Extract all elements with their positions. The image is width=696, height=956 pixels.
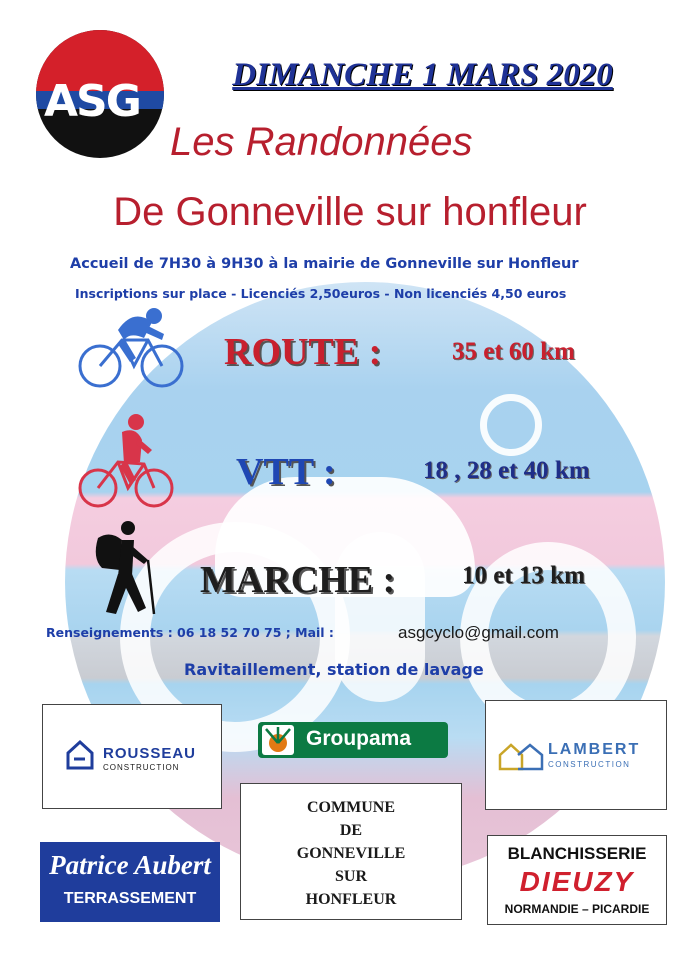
accueil-info: Accueil de 7H30 à 9H30 à la mairie de Gonneville sur Honfleur xyxy=(70,256,579,272)
commune-line4: SUR xyxy=(334,868,367,885)
lambert-sub: CONSTRUCTION xyxy=(548,760,631,769)
commune-line3: GONNEVILLE xyxy=(296,845,406,862)
vtt-label: VTT : xyxy=(236,451,336,493)
event-date: DIMANCHE 1 MARS 2020 xyxy=(232,57,613,93)
contact-email: asgcyclo@gmail.com xyxy=(398,623,559,642)
vtt-distance: 18 , 28 et 40 km xyxy=(423,457,590,484)
rousseau-sub: CONSTRUCTION xyxy=(103,763,180,772)
hiker-icon xyxy=(88,518,160,618)
renseignements-text: Renseignements : 06 18 52 70 75 ; Mail : xyxy=(46,625,334,640)
blanch-line3: NORMANDIE – PICARDIE xyxy=(504,902,650,916)
groupama-logo-icon xyxy=(262,725,294,755)
asg-logo xyxy=(36,30,164,158)
groupama-name: Groupama xyxy=(306,727,412,750)
logo-rider-head xyxy=(480,394,542,456)
houses-icon xyxy=(498,741,544,771)
route-label: ROUTE : xyxy=(224,331,382,373)
blanch-line2: DIEUZY xyxy=(519,866,635,897)
lambert-name: LAMBERT xyxy=(548,741,641,758)
sponsor-blanchisserie xyxy=(487,835,667,925)
route-distance: 35 et 60 km xyxy=(452,338,575,365)
commune-line2: DE xyxy=(339,822,363,839)
services-text: Ravitaillement, station de lavage xyxy=(184,660,484,679)
aubert-name: Patrice Aubert xyxy=(49,850,211,880)
blanch-line1: BLANCHISSERIE xyxy=(507,844,647,863)
marche-distance: 10 et 13 km xyxy=(462,562,585,589)
commune-line1: COMMUNE xyxy=(307,799,395,816)
commune-line5: HONFLEUR xyxy=(305,891,397,908)
rousseau-name: ROUSSEAU xyxy=(103,745,197,762)
mountain-biker-icon xyxy=(78,410,174,510)
event-title-line1: Les Randonnées xyxy=(170,120,473,164)
sponsor-rousseau xyxy=(42,704,222,809)
aubert-sub: TERRASSEMENT xyxy=(63,890,197,907)
sponsor-groupama xyxy=(258,722,448,758)
road-cyclist-icon xyxy=(78,300,186,392)
house-icon xyxy=(65,739,95,771)
sponsor-aubert xyxy=(40,842,220,922)
inscriptions-info: Inscriptions sur place - Licenciés 2,50euros - Non licenciés 4,50 euros xyxy=(75,286,567,301)
sponsor-lambert xyxy=(485,700,667,810)
asg-logo-text: ASG xyxy=(44,76,140,127)
sponsor-commune xyxy=(240,783,462,920)
event-title-line2: De Gonneville sur honfleur xyxy=(113,190,587,234)
marche-label: MARCHE : xyxy=(200,559,396,601)
